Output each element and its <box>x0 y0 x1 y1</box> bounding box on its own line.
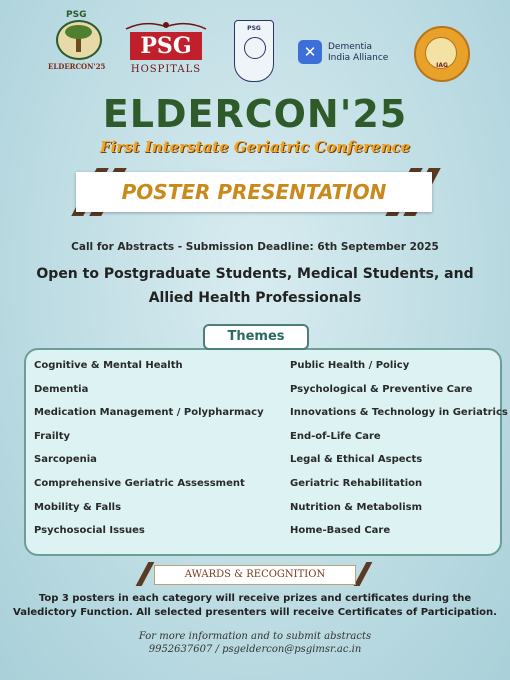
iag-text: IAG <box>436 62 448 69</box>
psg-shield-logo <box>234 20 274 82</box>
page-title: ELDERCON'25 <box>102 92 408 136</box>
contact-line2[interactable]: 9952637607 / psgeldercon@psgimsr.ac.in <box>148 644 362 655</box>
psg-hospitals-sub: HOSPITALS <box>130 64 202 75</box>
eldercon-logo-top: PSG <box>66 10 87 20</box>
eligibility-text: Open to Postgraduate Students, Medical Students, and Allied Health Professionals <box>36 266 474 306</box>
iag-logo <box>414 26 470 82</box>
theme-item: Nutrition & Metabolism <box>290 501 423 513</box>
tree-icon <box>56 20 102 60</box>
theme-item: Dementia <box>34 383 89 395</box>
x-mark-icon: ✕ <box>298 40 322 64</box>
psg-hospitals-logo <box>124 20 208 78</box>
dia-line1: Dementia <box>328 42 373 52</box>
call-for-abstracts: Call for Abstracts - Submission Deadline: 6th September 2025 <box>71 241 439 253</box>
themes-left-column <box>34 360 264 549</box>
awards-stripe <box>354 562 373 586</box>
themes-label: Themes <box>203 324 309 350</box>
theme-item: Home-Based Care <box>290 525 391 537</box>
theme-item: Medication Management / Polypharmacy <box>34 407 264 419</box>
shield-text: PSG <box>247 25 261 32</box>
contact-line1: For more information and to submit abstracts <box>138 631 372 642</box>
page-subtitle: First Interstate Geriatric Conference <box>99 138 411 156</box>
wings-icon <box>124 20 208 30</box>
psg-hospitals-name: PSG <box>130 32 202 60</box>
theme-item: End-of-Life Care <box>290 430 381 442</box>
theme-item: Cognitive & Mental Health <box>34 360 183 371</box>
theme-item: Geriatric Rehabilitation <box>290 477 423 489</box>
contact-info <box>0 630 510 656</box>
eldercon-logo-label: ELDERCON'25 <box>48 62 106 71</box>
theme-item: Mobility & Falls <box>34 501 122 513</box>
themes-right-column <box>290 360 508 549</box>
theme-item: Psychosocial Issues <box>34 525 145 537</box>
awards-stripe <box>136 562 155 586</box>
banner-text: POSTER PRESENTATION <box>121 180 387 204</box>
theme-item: Psychological & Preventive Care <box>290 383 473 395</box>
eldercon-logo <box>48 10 108 74</box>
theme-item: Public Health / Policy <box>290 360 410 371</box>
dementia-india-alliance-logo <box>298 40 398 70</box>
theme-item: Frailty <box>34 430 71 442</box>
poster-banner <box>76 172 432 212</box>
awards-text: Top 3 posters in each category will receive prizes and certificates during the Valedictory Function. All selected presenters will receive Certificates of Participation. <box>13 593 497 618</box>
theme-item: Sarcopenia <box>34 454 97 466</box>
theme-item: Innovations & Technology in Geriatrics <box>290 407 508 419</box>
theme-item: Legal & Ethical Aspects <box>290 454 423 466</box>
awards-label: AWARDS & RECOGNITION <box>154 565 356 585</box>
emblem-icon <box>244 37 266 59</box>
theme-item: Comprehensive Geriatric Assessment <box>34 477 245 489</box>
dia-line2: India Alliance <box>328 53 389 63</box>
